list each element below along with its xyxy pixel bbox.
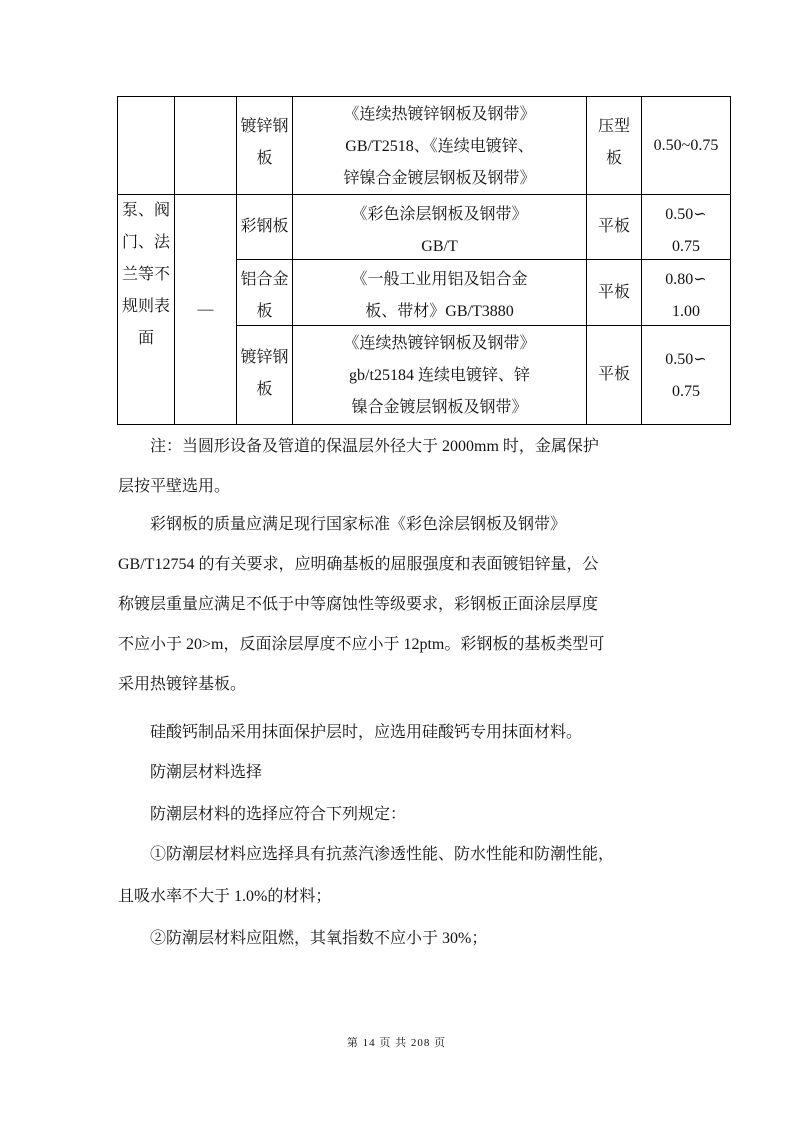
cell-standard: 《彩色涂层钢板及钢带》 GB/T: [293, 195, 587, 260]
cell-material: 铝合金板: [237, 260, 293, 326]
cell-thickness: 0.50∽ 0.75: [642, 195, 731, 260]
page-footer: 第 14 页 共 208 页: [346, 1037, 447, 1049]
paragraph-line: 称镀层重量应满足不低于中等腐蚀性等级要求，彩钢板正面涂层厚度: [118, 596, 599, 613]
paragraph-line: 不应小于 20>m，反面涂层厚度不应小于 12ptm。彩钢板的基板类型可: [118, 636, 605, 653]
paragraph-line: 层按平壁选用。: [118, 478, 231, 495]
cell-standard: 《一般工业用铝及铝合金 板、带材》GB/T3880: [293, 260, 587, 326]
cell-thickness: 0.50∽ 0.75: [642, 326, 731, 425]
cell-standard: 《连续热镀锌钢板及钢带》 gb/t25184 连续电镀锌、锌 镍合金镀层钢板及钢带》: [293, 326, 587, 425]
table-row: [118, 195, 731, 260]
material-table: [117, 96, 731, 425]
cell-form: 平板: [587, 326, 642, 425]
paragraph-line: GB/T12754 的有关要求，应明确基板的屈服强度和表面镀铝锌量，公: [118, 556, 599, 573]
cell-material: 镀锌钢板: [237, 326, 293, 425]
cell-form: 压型板: [587, 97, 642, 195]
cell-thickness: 0.80∽ 1.00: [642, 260, 731, 326]
cell-form: 平板: [587, 195, 642, 260]
list-item: ①防潮层材料应选择具有抗蒸汽渗透性能、防水性能和防潮性能，: [150, 846, 615, 863]
cell-empty: [175, 97, 237, 195]
list-item: ②防潮层材料应阻燃，其氧指数不应小于 30%；: [150, 930, 488, 947]
cell-material: 彩钢板: [237, 195, 293, 260]
cell-equipment: 泵、阀门、法兰等不规则表面: [118, 195, 175, 425]
table-row: [118, 97, 731, 195]
section-heading: 防潮层材料选择: [150, 764, 263, 781]
cell-material: 镀锌钢板: [237, 97, 293, 195]
paragraph-line: 彩钢板的质量应满足现行国家标准《彩色涂层钢板及钢带》: [150, 516, 567, 533]
note-line: 注：当圆形设备及管道的保温层外径大于 2000mm 时，金属保护: [150, 438, 599, 455]
paragraph-line: 硅酸钙制品采用抹面保护层时，应选用硅酸钙专用抹面材料。: [150, 724, 583, 741]
paragraph-line: 防潮层材料的选择应符合下列规定：: [150, 806, 407, 823]
cell-dash: —: [175, 195, 237, 425]
list-item-continuation: 且吸水率不大于 1.0%的材料；: [118, 888, 332, 905]
cell-equipment-empty: [118, 97, 175, 195]
cell-form: 平板: [587, 260, 642, 326]
cell-standard: 《连续热镀锌钢板及钢带》 GB/T2518、《连续电镀锌、 锌镍合金镀层钢板及钢带》: [293, 97, 587, 195]
cell-thickness: 0.50~0.75: [642, 97, 731, 195]
paragraph-line: 采用热镀锌基板。: [118, 676, 247, 693]
